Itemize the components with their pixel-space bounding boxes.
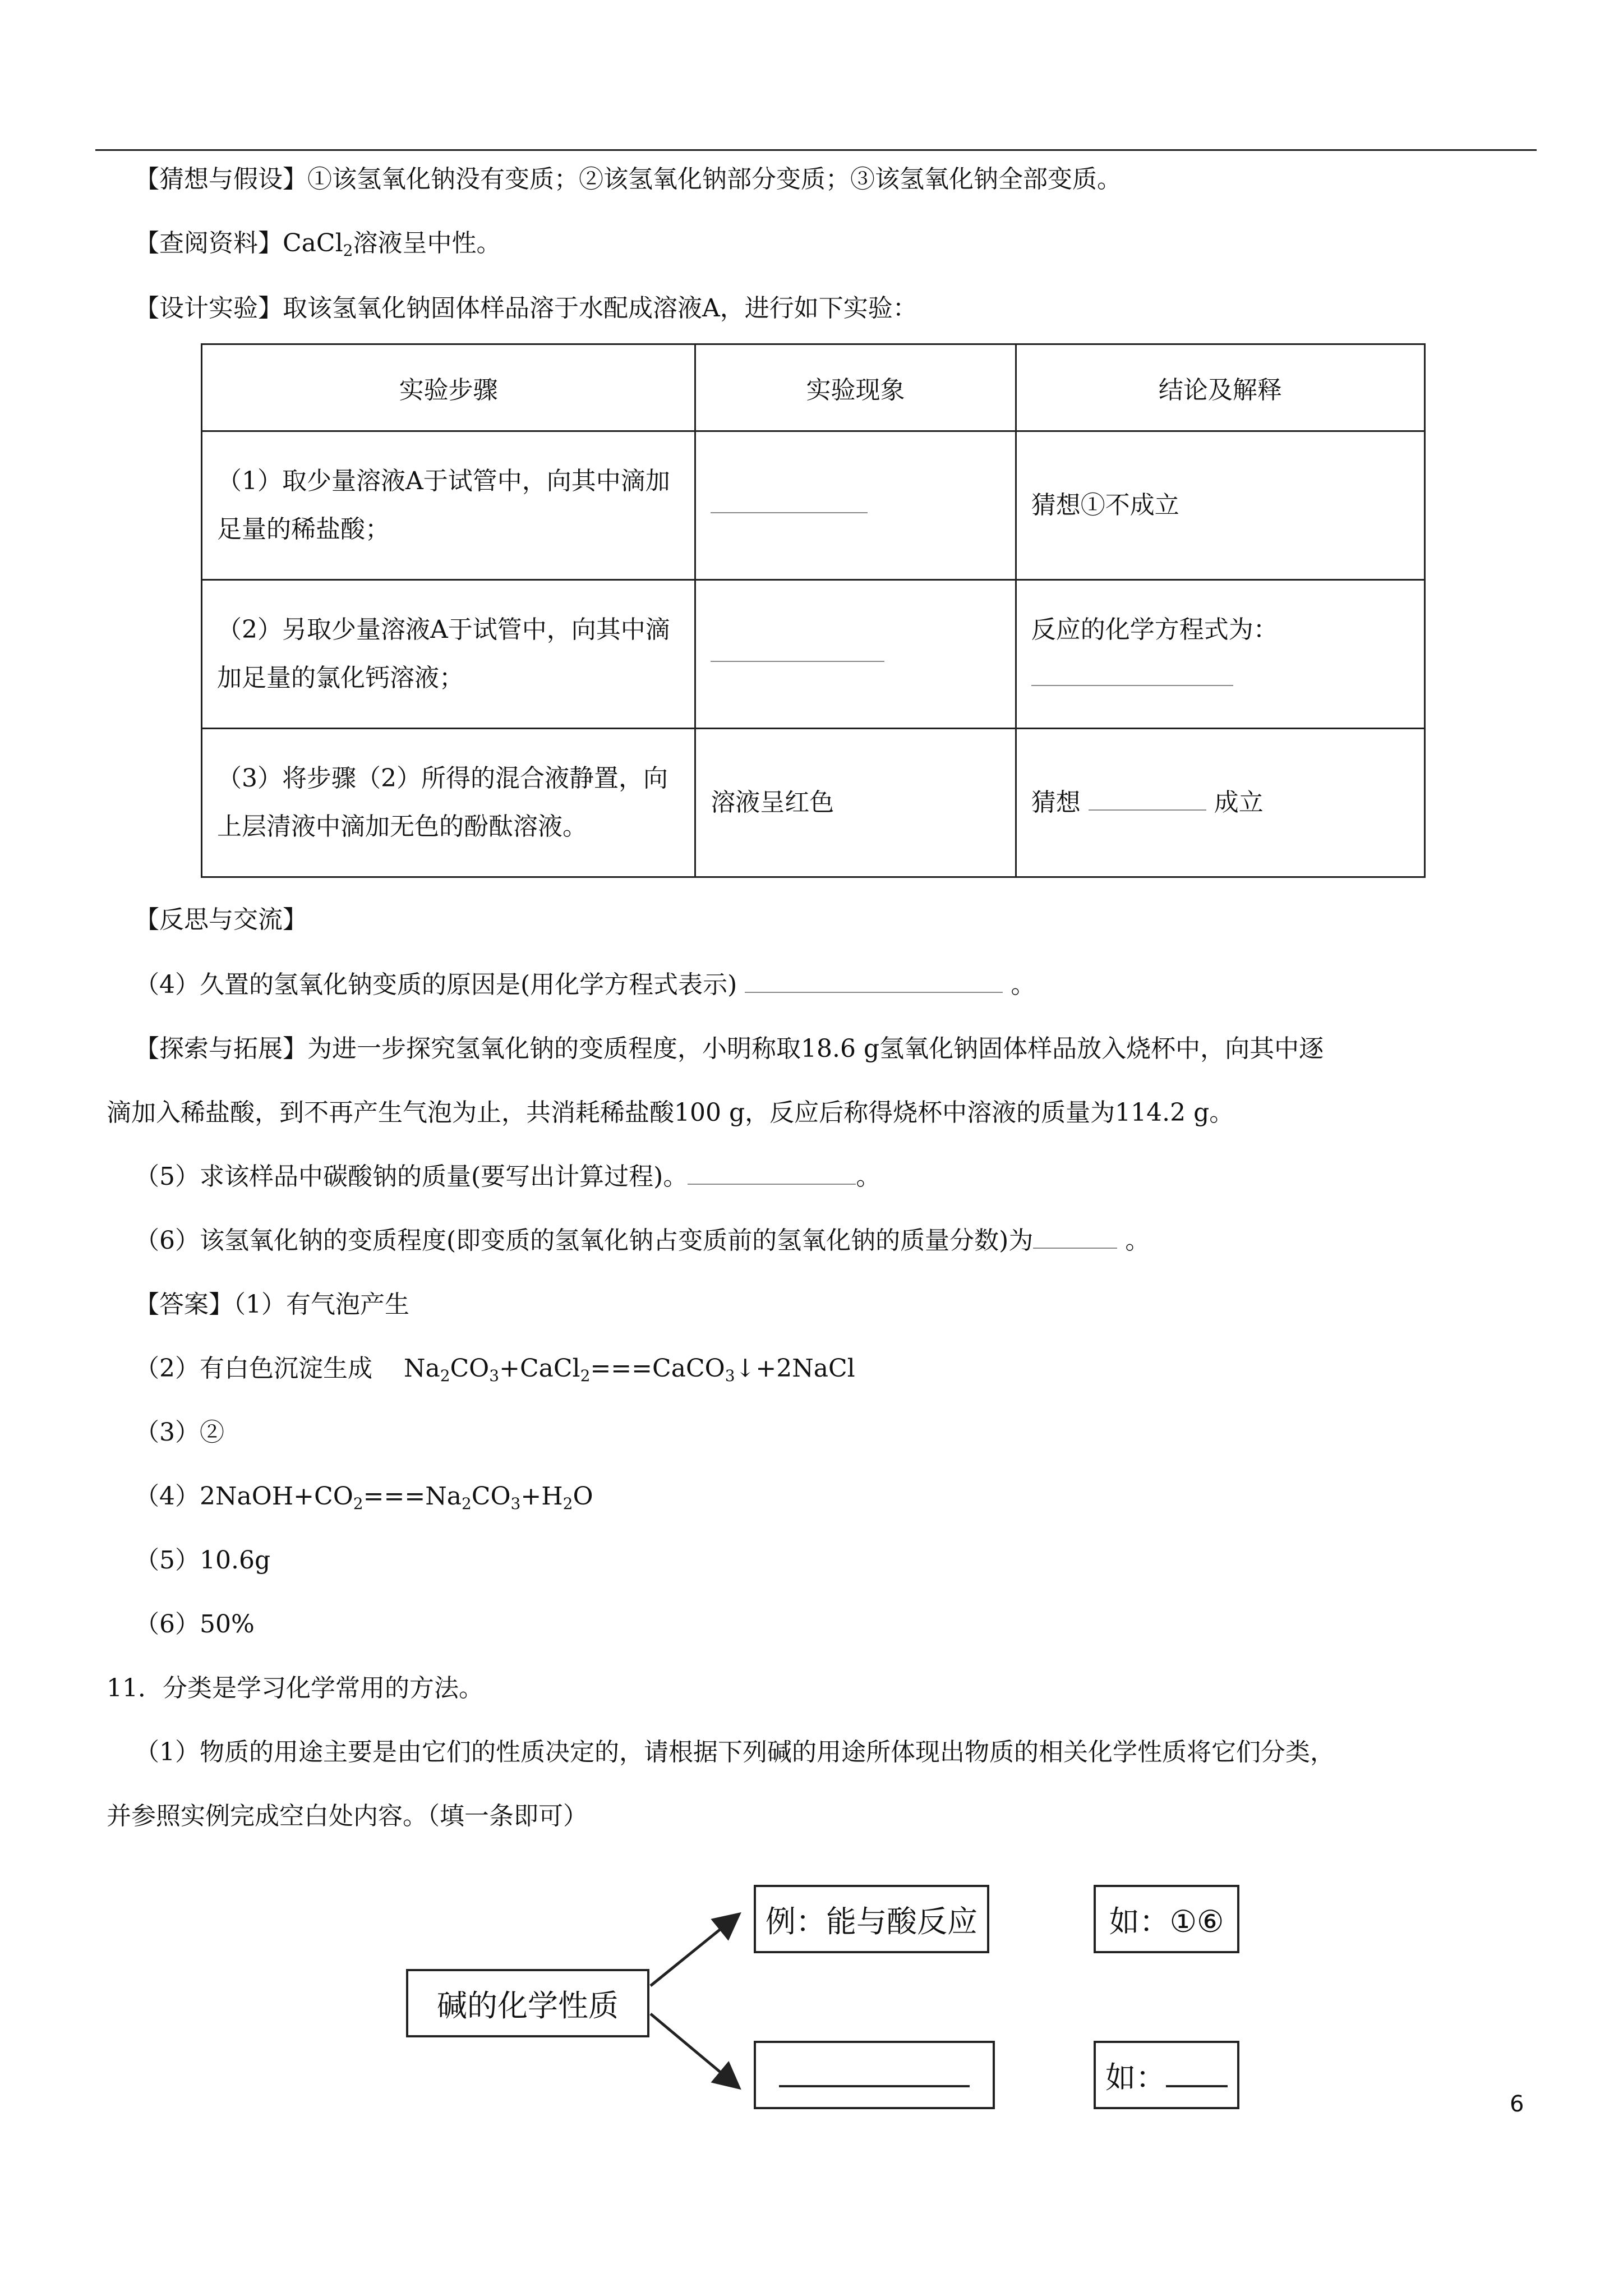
answer-2-text: （2）有白色沉淀生成 [135,1354,372,1383]
reflection-heading: 【反思与交流】 [135,905,307,934]
q6-end: 。 [1125,1226,1150,1255]
answer-3: （3）② [135,1418,224,1447]
example-box: 例：能与酸反应 [754,1885,989,1953]
step-cell: （2）另取少量溶液A于试管中，向其中滴加足量的氯化钙溶液； [202,580,695,729]
example-ref-box: 如：①⑥ [1094,1885,1239,1953]
blank-ref-box [1094,2041,1239,2109]
answer-6: （6）50% [135,1610,255,1639]
conclusion-pre: 猜想 [1031,788,1081,817]
q5-end: 。 [856,1162,881,1191]
conclusion-post: 成立 [1214,788,1264,817]
equation-2: $2NaOH+CO_2===Na_2CO_3+H_2O$ [200,1482,593,1513]
info-suffix: 溶液呈中性。 [353,229,501,257]
answer-4-text: （4） [135,1482,200,1511]
table-header: 实验现象 [695,344,1016,431]
q6-text: （6）该氢氧化钠的变质程度(即变质的氢氧化钠占变质前的氢氧化钠的质量分数)为 [135,1226,1034,1255]
conclusion-text: 反应的化学方程式为： [1031,615,1278,644]
blank-ref-label: 如： [1105,2059,1166,2095]
blank-property-box [754,2041,995,2109]
explore-line-1: 【探索与拓展】为进一步探究氢氧化钠的变质程度，小明称取18.6 g氢氧化钠固体样品放入烧杯中，向其中逐 [135,1034,1324,1063]
q4-end: 。 [1011,970,1036,999]
design-line: 【设计实验】取该氢氧化钠固体样品溶于水配成溶液A，进行如下实验： [135,294,917,323]
phenomenon-cell: 溶液呈红色 [695,729,1016,877]
step-cell: （3）将步骤（2）所得的混合液静置，向上层清液中滴加无色的酚酞溶液。 [202,729,695,877]
table-header: 实验步骤 [202,344,695,431]
base-properties-box: 碱的化学性质 [406,1969,649,2037]
info-sub: 2 [343,241,353,260]
answer-blank[interactable] [779,2063,970,2087]
page-number: 6 [1510,2091,1524,2117]
arrow-down-icon [651,2014,739,2088]
conclusion-cell: 猜想①不成立 [1016,431,1424,580]
answer-1: 【答案】（1）有气泡产生 [135,1290,409,1319]
q11-title: 11．分类是学习化学常用的方法。 [107,1674,483,1703]
explore-line-2: 滴加入稀盐酸，到不再产生气泡为止，共消耗稀盐酸100 g，反应后称得烧杯中溶液的质量为114.2 g。 [107,1098,1234,1127]
q11-paragraph-2: 并参照实例完成空白处内容。（填一条即可） [107,1802,588,1830]
q4-text: （4）久置的氢氧化钠变质的原因是(用化学方程式表示) [135,970,737,999]
answer-blank[interactable] [1166,2063,1228,2087]
answer-5: （5）10.6g [135,1546,271,1575]
q5-text: （5）求该样品中碳酸钠的质量(要写出计算过程)。 [135,1162,688,1191]
equation-1: $Na_2CO_3+CaCl_2===CaCO_3↓+2NaCl$ [403,1354,855,1385]
table-header: 结论及解释 [1016,344,1424,431]
step-cell: （1）取少量溶液A于试管中，向其中滴加足量的稀盐酸； [202,431,695,580]
arrow-up-icon [651,1914,739,1986]
info-prefix: 【查阅资料】CaCl [135,229,343,257]
q11-paragraph-1: （1）物质的用途主要是由它们的性质决定的，请根据下列碱的用途所体现出物质的相关化学性质将它们分类， [135,1738,1335,1766]
hypothesis-line: 【猜想与假设】①该氢氧化钠没有变质；②该氢氧化钠部分变质；③该氢氧化钠全部变质。 [135,165,1122,194]
